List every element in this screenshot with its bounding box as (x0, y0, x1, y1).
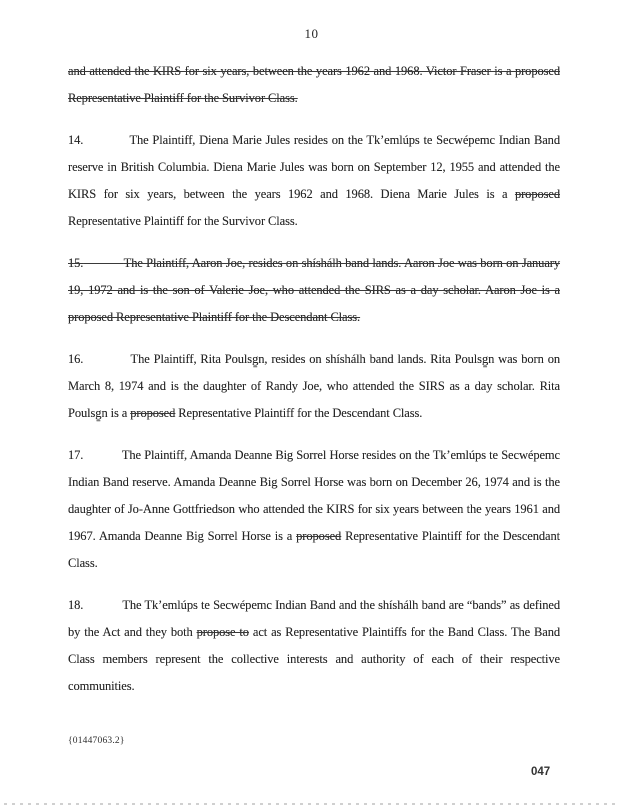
text-run: The Plaintiff, Rita Poulsg̱n, resides on shíshálh band lands. Rita Poulsg̱n was born on March 8, 1974 and is the daughter of Randy Joe, who attended the SIRS as a day scholar. Rita Poulsg̱n is a (68, 352, 560, 420)
text-run: act as Representative Plaintiffs for the Band Class. The Band Class members represent the collective interests and authority of each of their respective communities. (68, 625, 560, 693)
paragraph-tab (83, 598, 122, 612)
text-run: The Plaintiff, Amanda Deanne Big Sorrel Horse resides on the Tk’emlúps te Secwépemc Indian Band reserve. Amanda Deanne Big Sorrel Horse was born on December 26, 1974 and is the daughter of Jo-Anne Gottfriedson who attended the KIRS for six years between the years 1961 and 1967. Amanda Deanne Big Sorrel Horse is a (68, 448, 560, 543)
footer-doc-id: {01447063.2} (68, 736, 125, 746)
paragraph-18 (68, 592, 560, 700)
text-run: Representative Plaintiff for the Survivor Class. (68, 214, 298, 228)
paragraph-number: 16. (68, 352, 84, 366)
paragraph-tab (83, 352, 130, 366)
paragraph-tab (83, 448, 122, 462)
paragraph-number: 17. (68, 448, 84, 462)
scan-edge-artifact (4, 803, 616, 805)
struck-text: The Plaintiff, Aaron Joe, resides on shíshálh band lands. Aaron Joe was born on January 19, 1972 and is the son of Valerie Joe, who attended the SIRS as a day scholar. Aaron Joe is a proposed Representative Plaintiff for the Descendant Class. (68, 256, 560, 324)
struck-text: propose to (196, 625, 249, 639)
paragraph-tab (83, 256, 123, 270)
paragraph-number: 15. (68, 256, 84, 270)
struck-text: and attended the KIRS for six years, between the years 1962 and 1968. Victor Fraser is a proposed Representative Plaintiff for the Survivor Class. (68, 64, 560, 105)
paragraph-13-continuation (68, 58, 560, 112)
document-body (68, 58, 560, 715)
text-run: The Tk’emlúps te Secwépemc Indian Band and the shíshálh band are “bands” as defined by the Act and they both (68, 598, 560, 639)
paragraph-number: 18. (68, 598, 84, 612)
text-run: The Plaintiff, Diena Marie Jules resides on the Tk’emlúps te Secwépemc Indian Band reserve in British Columbia. Diena Marie Jules was born on September 12, 1955 and attended the KIRS for six years, between the years 1962 and 1968. Diena Marie Jules is a (68, 133, 560, 201)
paragraph-tab (83, 133, 129, 147)
struck-text: proposed (514, 187, 560, 201)
bates-stamp-number: 047 (531, 766, 551, 778)
text-run: Representative Plaintiff for the Descendant Class. (68, 529, 560, 570)
paragraph-16 (68, 346, 560, 427)
struck-text: proposed (296, 529, 342, 543)
paragraph-17 (68, 442, 560, 577)
paragraph-15 (68, 250, 560, 331)
paragraph-14 (68, 127, 560, 235)
struck-text: proposed (130, 406, 176, 420)
paragraph-number: 14. (68, 133, 84, 147)
page-number: 10 (304, 26, 319, 41)
text-run: Representative Plaintiff for the Descendant Class. (175, 406, 423, 420)
